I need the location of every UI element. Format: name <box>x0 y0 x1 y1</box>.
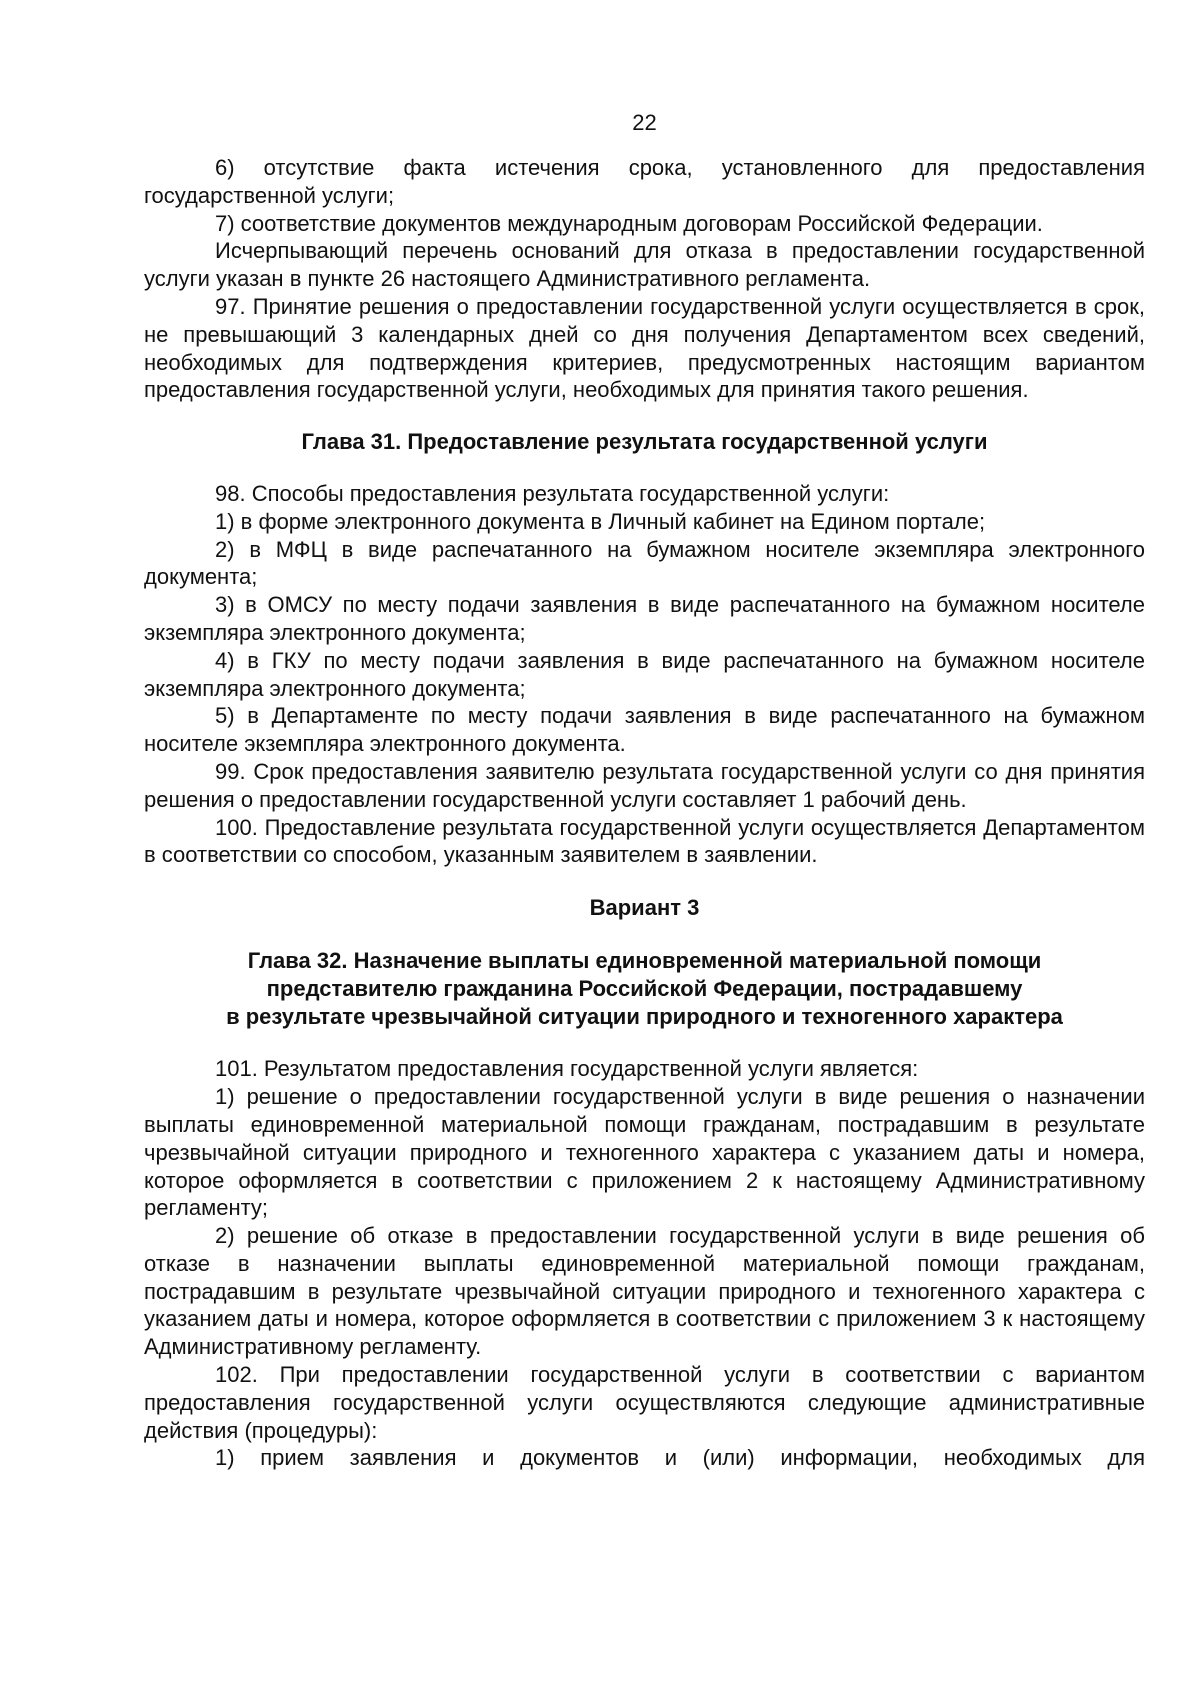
chapter-32-heading-line: Глава 32. Назначение выплаты единовременной материальной помощи <box>247 947 1042 973</box>
paragraph: 4) в ГКУ по месту подачи заявления в виде распечатанного на бумажном носителе экземпляра электронного документа; <box>144 647 1145 701</box>
paragraph: 3) в ОМСУ по месту подачи заявления в виде распечатанного на бумажном носителе экземпляра электронного документа; <box>144 592 1145 645</box>
paragraph: 7) соответствие документов международным договорам Российской Федерации. <box>215 210 1043 236</box>
page-number: 22 <box>632 110 657 135</box>
chapter-32-heading-line: представителю гражданина Российской Федерации, пострадавшему <box>266 975 1023 1001</box>
paragraph-continued: 1) прием заявления и документов и (или) информации, необходимых для <box>215 1445 1145 1471</box>
paragraph: 5) в Департаменте по месту подачи заявления в виде распечатанного на бумажном носителе экземпляра электронного документа. <box>144 703 1145 757</box>
paragraph: 97. Принятие решения о предоставлении государственной услуги осуществляется в срок, не превышающий 3 календарных дней со дня получения Департаментом всех сведений, необходимых для подтверждения критериев, предусмотренных настоящим вариантом предоставления государственной услуги, необходимых для принятия такого решения. <box>144 293 1145 403</box>
paragraph: 1) в форме электронного документа в Личный кабинет на Едином портале; <box>215 508 986 534</box>
paragraph: 101. Результатом предоставления государственной услуги является: <box>215 1056 919 1082</box>
paragraph: 6) отсутствие факта истечения срока, установленного для предоставления государственной услуги; <box>144 155 1145 208</box>
chapter-32-heading-line: в результате чрезвычайной ситуации природного и техногенного характера <box>226 1003 1063 1029</box>
variant-3-heading: Вариант 3 <box>589 895 700 921</box>
paragraph: 1) решение о предоставлении государственной услуги в виде решения о назначении выплаты единовременной материальной помощи гражданам, пострадавшим в результате чрезвычайной ситуации природного и техногенного характера с указанием даты и номера, которое оформляется в соответствии с приложением 2 к настоящему Административному регламенту; <box>144 1084 1145 1221</box>
paragraph: 98. Способы предоставления результата государственной услуги: <box>215 480 890 506</box>
paragraph: 102. При предоставлении государственной услуги в соответствии с вариантом предоставления государственной услуги осуществляются следующие административные действия (процедуры): <box>144 1362 1145 1443</box>
paragraph: 99. Срок предоставления заявителю результата государственной услуги со дня принятия решения о предоставлении государственной услуги составляет 1 рабочий день. <box>144 758 1145 812</box>
paragraph: 2) решение об отказе в предоставлении государственной услуги в виде решения об отказе в назначении выплаты единовременной материальной помощи гражданам, пострадавшим в результате чрезвычайной ситуации природного и техногенного характера с указанием даты и номера, которое оформляется в соответствии с приложением 3 к настоящему Административному регламенту. <box>144 1223 1145 1360</box>
paragraph: Исчерпывающий перечень оснований для отказа в предоставлении государственной услуги указан в пункте 26 настоящего Административного регламента. <box>144 238 1145 292</box>
paragraph: 100. Предоставление результата государственной услуги осуществляется Департаментом в соответствии со способом, указанным заявителем в заявлении. <box>144 814 1145 868</box>
document-page <box>144 110 1145 1472</box>
paragraph: 2) в МФЦ в виде распечатанного на бумажном носителе экземпляра электронного документа; <box>144 536 1145 590</box>
chapter-32-heading <box>144 947 1145 1030</box>
chapter-31-heading: Глава 31. Предоставление результата государственной услуги <box>301 429 988 455</box>
